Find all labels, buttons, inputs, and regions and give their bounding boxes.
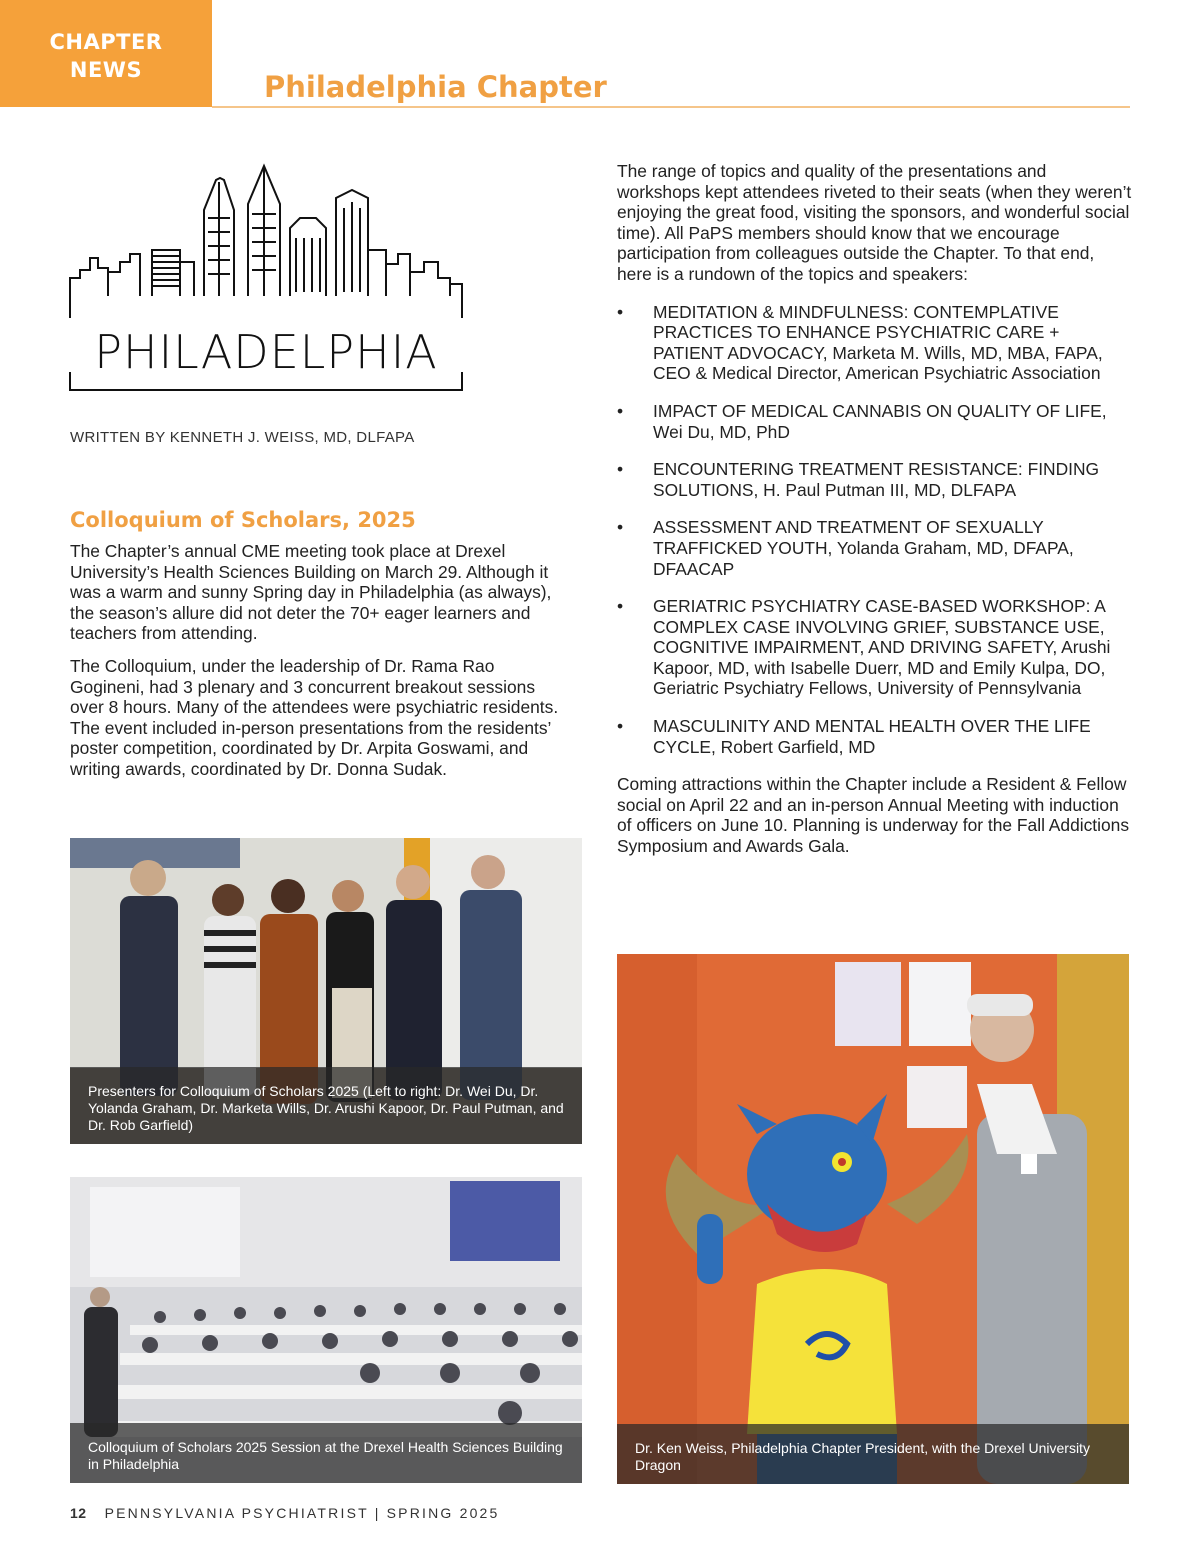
dragon-photo <box>617 954 1129 1484</box>
page-footer <box>70 1505 500 1521</box>
philadelphia-skyline-logo <box>68 158 466 394</box>
publication-name: PENNSYLVANIA PSYCHIATRIST | SPRING 2025 <box>104 1505 500 1521</box>
article-subhead: Colloquium of Scholars, 2025 <box>70 508 416 532</box>
page-title: Philadelphia Chapter <box>264 70 607 104</box>
left-column <box>70 541 570 792</box>
logo-wordmark: PHILADELPHIA <box>94 325 438 379</box>
tab-line-1: CHAPTER <box>49 30 163 54</box>
list-item: • IMPACT OF MEDICAL CANNABIS ON QUALITY OF LIFE, Wei Du, MD, PhD <box>617 401 1132 442</box>
list-item: • GERIATRIC PSYCHIATRY CASE-BASED WORKSHOP: A COMPLEX CASE INVOLVING GRIEF, SUBSTANCE USE, COGNITIVE IMPAIRMENT, AND DRIVING SAFETY, Arushi Kapoor, MD, with Isabelle Duerr, MD and Emily Kulpa, DO, Geriatric Psychiatry Fellows, University of Pennsylvania <box>617 596 1132 699</box>
intro-paragraph: The range of topics and quality of the presentations and workshops kept attendees riveted to their seats (when they weren’t enjoying the great food, visiting the sponsors, and wonderful social time). All PaPS members should know that we encourage participation from colleagues outside the Chapter. To that end, here is a rundown of the topics and speakers: <box>617 161 1132 284</box>
right-column <box>617 161 1132 857</box>
list-item: • MASCULINITY AND MENTAL HEALTH OVER THE LIFE CYCLE, Robert Garfield, MD <box>617 716 1132 757</box>
session-caption: Colloquium of Scholars 2025 Session at the Drexel Health Sciences Building in Philadelphia <box>70 1423 582 1483</box>
closing-paragraph: Coming attractions within the Chapter include a Resident & Fellow social on April 22 and an in-person Annual Meeting with induction of officers on June 10. Planning is underway for the Fall Addictions Symposium and Awards Gala. <box>617 774 1130 857</box>
list-item: • ASSESSMENT AND TREATMENT OF SEXUALLY TRAFFICKED YOUTH, Yolanda Graham, MD, DFAPA, DFAACAP <box>617 517 1132 579</box>
topics-list <box>617 302 1132 758</box>
paragraph: The Colloquium, under the leadership of Dr. Rama Rao Gogineni, had 3 plenary and 3 concurrent breakout sessions over 8 hours. Many of the attendees were psychiatric residents. The event included in-person presentations from the residents’ poster competition, coordinated by Dr. Arpita Goswami, and writing awards, coordinated by Dr. Donna Sudak. <box>70 655 559 779</box>
presenters-caption: Presenters for Colloquium of Scholars 2025 (Left to right: Dr. Wei Du, Dr. Yolanda Graham, Dr. Marketa Wills, Dr. Arushi Kapoor, Dr. Paul Putman, and Dr. Rob Garfield) <box>70 1067 582 1144</box>
session-photo <box>70 1177 582 1483</box>
presenters-photo <box>70 838 582 1144</box>
byline: WRITTEN BY KENNETH J. WEISS, MD, DLFAPA <box>70 429 415 446</box>
paragraph: The Chapter’s annual CME meeting took place at Drexel University’s Health Sciences Building on March 29. Although it was a warm and sunny Spring day in Philadelphia (as always), the season’s allure did not deter the 70+ eager learners and teachers from attending. <box>70 541 552 644</box>
page-number: 12 <box>70 1505 87 1521</box>
dragon-caption: Dr. Ken Weiss, Philadelphia Chapter President, with the Drexel University Dragon <box>617 1424 1129 1484</box>
chapter-news-tab <box>0 0 212 107</box>
list-item: • ENCOUNTERING TREATMENT RESISTANCE: FINDING SOLUTIONS, H. Paul Putman III, MD, DLFAPA <box>617 459 1132 500</box>
header-rule <box>212 106 1130 108</box>
list-item: • MEDITATION & MINDFULNESS: CONTEMPLATIVE PRACTICES TO ENHANCE PSYCHIATRIC CARE + PATIENT ADVOCACY, Marketa M. Wills, MD, MBA, FAPA, CEO & Medical Director, American Psychiatric Association <box>617 302 1132 384</box>
tab-line-2: NEWS <box>69 58 143 82</box>
